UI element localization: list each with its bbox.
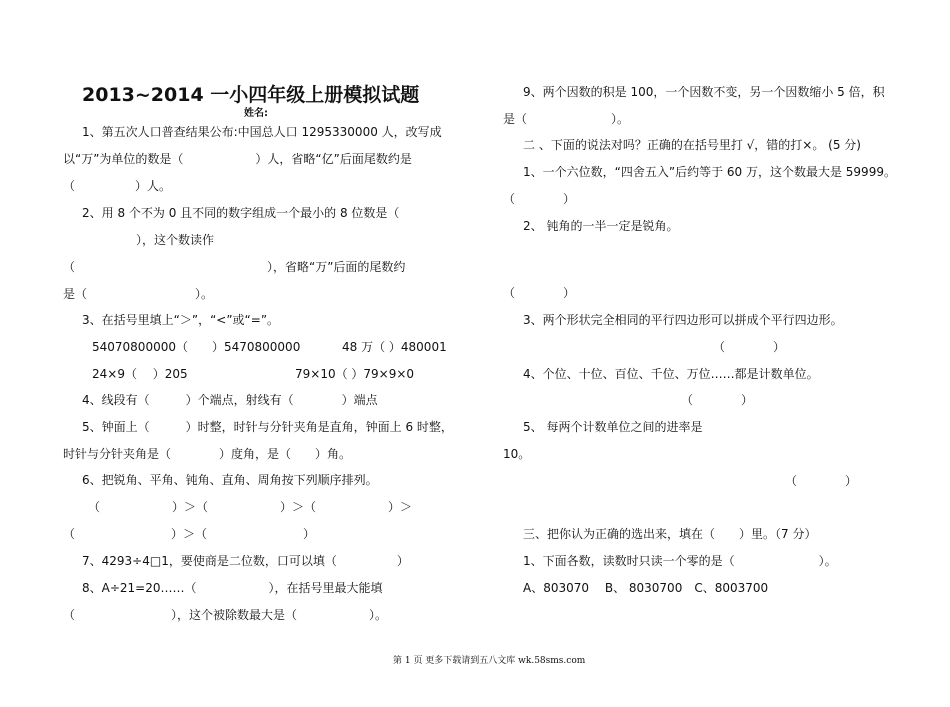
section-2-item-5: 5、 每两个计数单位之间的进率是	[523, 420, 703, 434]
page-footer: 第 1 页 更多下载请到五八文库 wk.58sms.com	[393, 656, 586, 666]
section-2-item-3: 3、两个形状完全相同的平行四边形可以拼成个平行四边形。	[523, 313, 843, 327]
question-1-line-3: （ ）人。	[63, 179, 172, 193]
question-3-item-4: 79×10（ ）79×9×0	[295, 367, 415, 381]
question-9-line-2: 是（ ）。	[503, 112, 630, 126]
section-2-item-1-answer: （ ）	[503, 192, 576, 206]
section-2-item-1: 1、一个六位数，“四舍五入”后约等于 60 万，这个数最大是 59999。	[523, 165, 896, 179]
question-3-item-2: 48 万（ ）480001	[342, 340, 447, 354]
question-9-line-1: 9、两个因数的积是 100，一个因数不变，另一个因数缩小 5 倍，积	[523, 85, 885, 99]
section-3-item-1: 1、下面各数，读数时只读一个零的是（ ）。	[523, 554, 837, 568]
section-2-item-3-answer: （ ）	[713, 340, 786, 354]
question-6-line-3: （ ）＞（ ）	[63, 527, 316, 541]
question-1-line-2: 以“万”为单位的数是（ ）人，省略“亿”后面尾数约是	[63, 152, 412, 166]
question-8-line-2: （ ），这个被除数最大是（ ）。	[63, 608, 388, 622]
question-2-line-4: 是（ ）。	[63, 287, 214, 301]
section-2-item-4: 4、个位、十位、百位、千位、万位……都是计数单位。	[523, 367, 819, 381]
section-2-item-2: 2、 钝角的一半一定是锐角。	[523, 219, 679, 233]
question-2-line-2: ），这个数读作	[136, 233, 215, 247]
page-title: 2013~2014 一小四年级上册模拟试题	[82, 84, 420, 106]
question-3-line-1: 3、在括号里填上“＞”，“<”或“=”。	[82, 313, 280, 327]
question-7: 7、4293÷4□1，要使商是二位数，口可以填（ ）	[82, 554, 409, 568]
name-label: 姓名:	[244, 108, 268, 119]
question-4: 4、线段有（ ）个端点，射线有（ ）端点	[82, 393, 378, 407]
section-3-heading: 三、把你认为正确的选出来，填在（ ）里。（7 分）	[523, 527, 817, 541]
section-2-heading: 二 、下面的说法对吗？正确的在括号里打 √，错的打×。 (5 分)	[523, 138, 861, 152]
section-3-item-1-options: A、803070 B、 8030700 C、8003700	[523, 581, 769, 595]
question-3-item-1: 54070800000（ ）5470800000	[92, 340, 301, 354]
question-6-line-2: （ ）＞（ ）＞（ ）＞	[88, 500, 413, 514]
question-3-item-3: 24×9（ ）205	[92, 367, 188, 381]
question-8-line-1: 8、A÷21=20……（ ），在括号里最大能填	[82, 581, 383, 595]
question-2-line-3: （ ），省略“万”后面的尾数约	[63, 260, 406, 274]
question-1-line-1: 1、第五次人口普查结果公布:中国总人口 1295330000 人，改写成	[82, 125, 442, 139]
section-2-item-4-answer: （ ）	[681, 393, 754, 407]
question-2-line-1: 2、用 8 个不为 0 且不同的数字组成一个最小的 8 位数是（	[82, 206, 400, 220]
question-5-line-1: 5、钟面上（ ）时整，时针与分针夹角是直角，钟面上 6 时整，	[82, 420, 453, 434]
question-5-line-2: 时针与分针夹角是（ ）度角，是（ ）角。	[63, 447, 352, 461]
section-2-item-2-answer: （ ）	[503, 286, 576, 300]
question-6-line-1: 6、把锐角、平角、钝角、直角、周角按下列顺序排列。	[82, 473, 378, 487]
section-2-item-5-continued: 10。	[503, 447, 531, 461]
section-2-item-5-answer: （ ）	[785, 474, 858, 488]
